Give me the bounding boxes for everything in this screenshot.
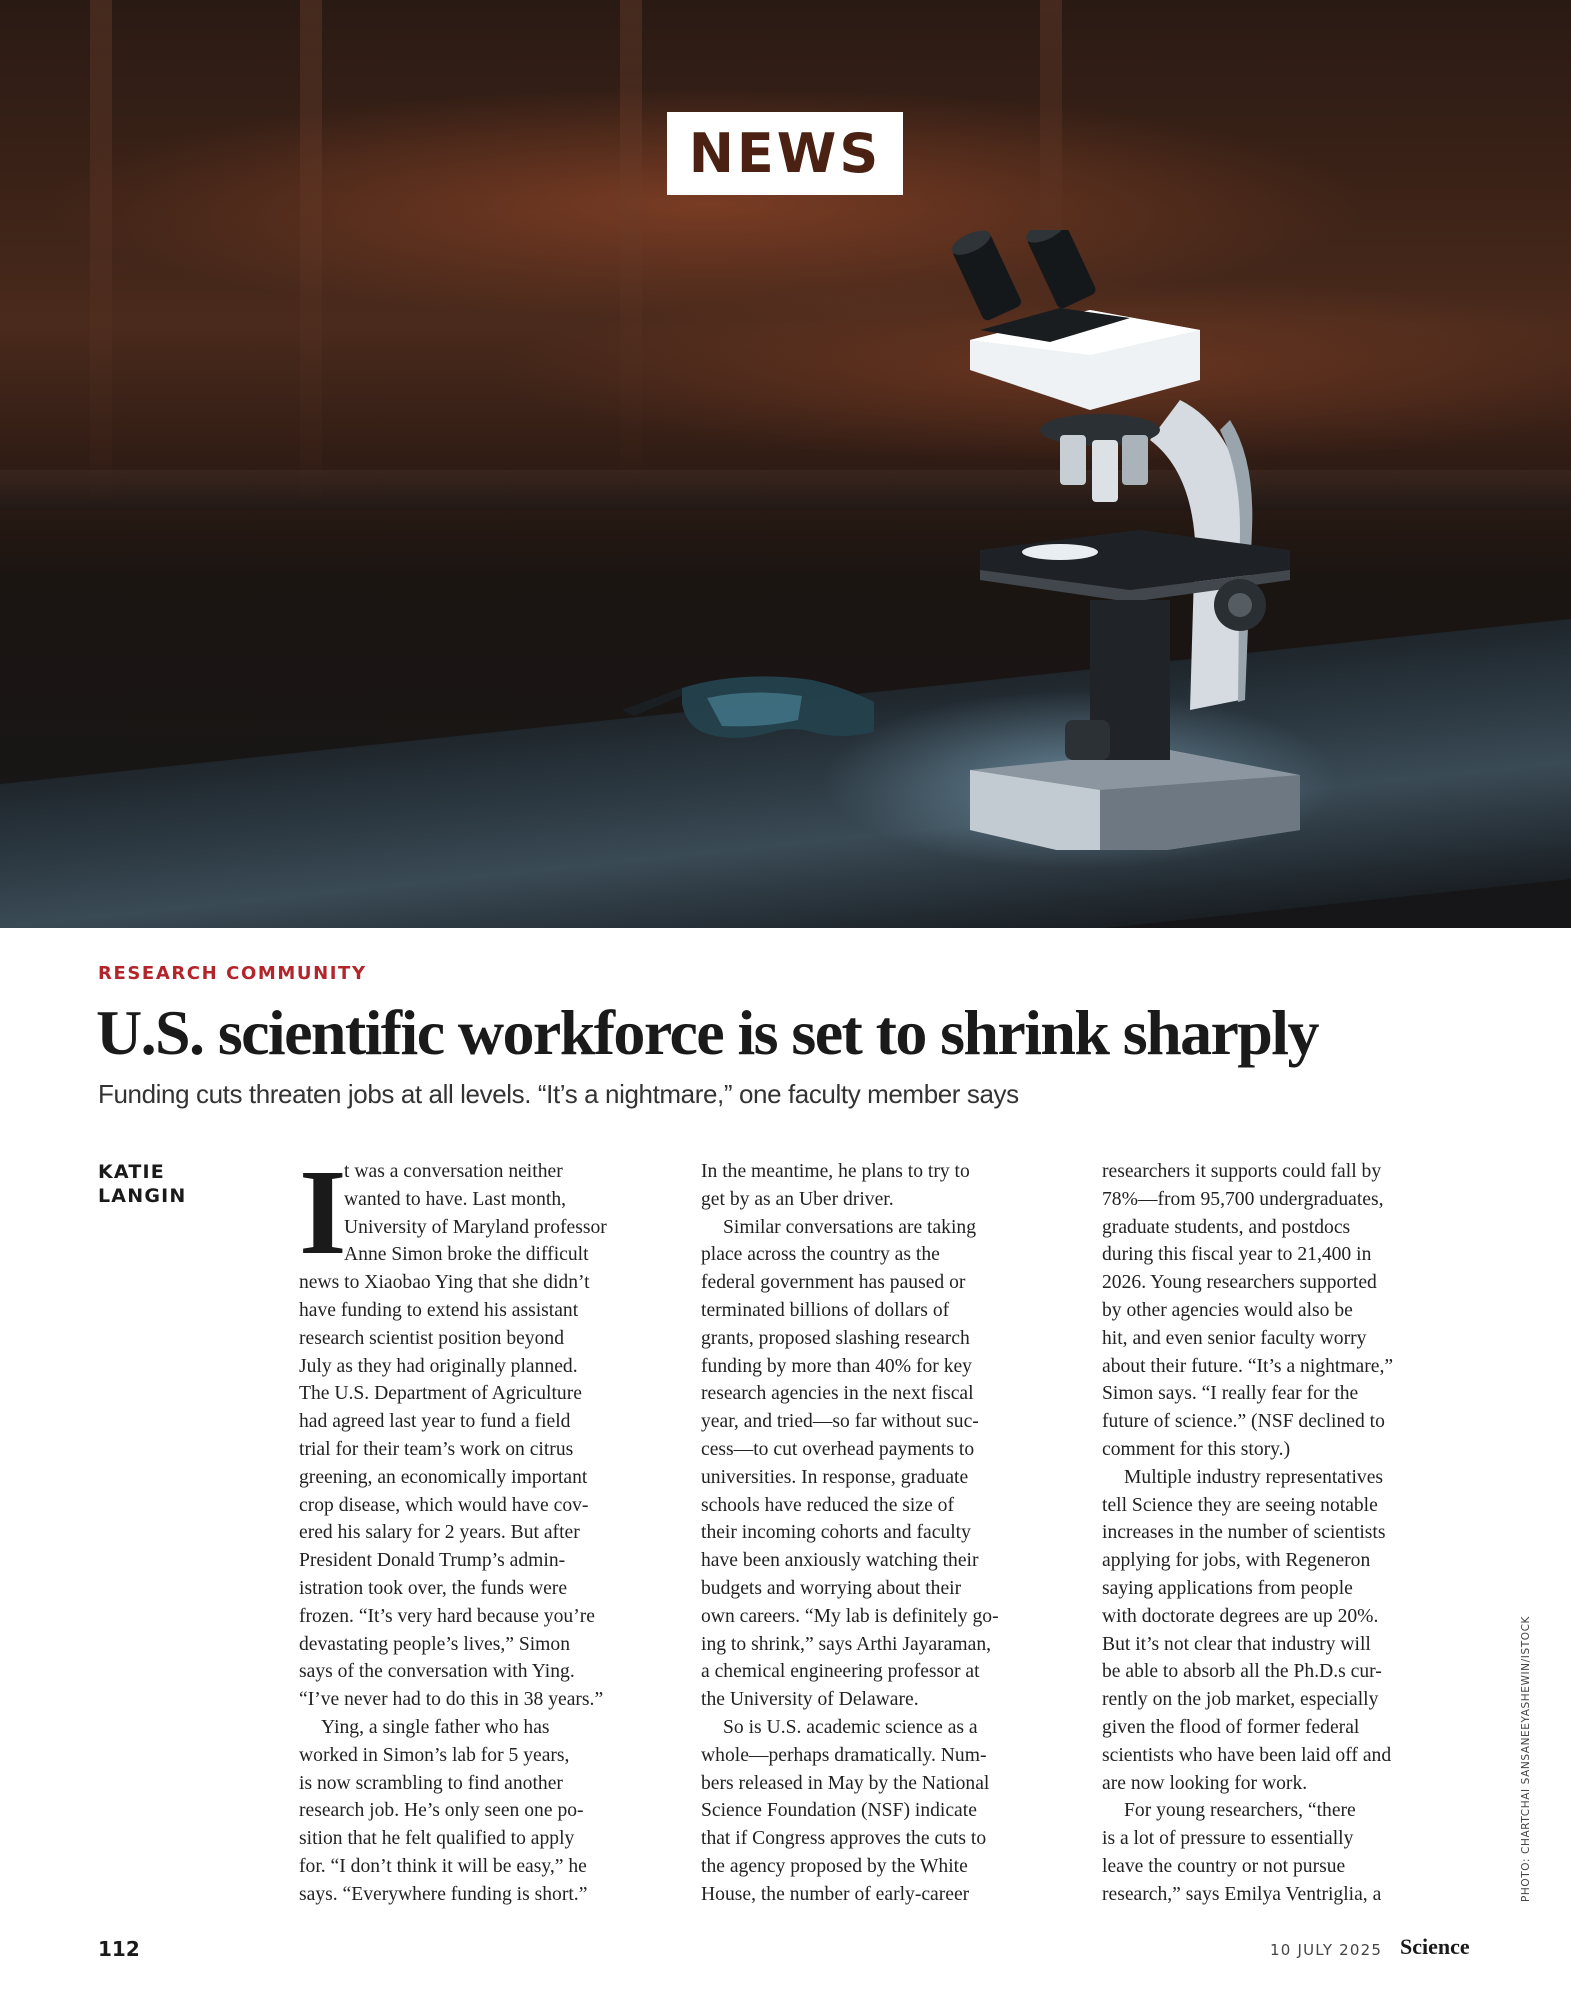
body-line: University of Maryland professor (344, 1216, 607, 1238)
article-column-1 (299, 1145, 674, 1909)
body-line: graduate students, and postdocs (1102, 1216, 1351, 1238)
body-line: the agency proposed by the White (701, 1855, 968, 1877)
body-line: devastating people’s lives,” Simon (299, 1633, 571, 1655)
body-line: The U.S. Department of Agriculture (299, 1383, 582, 1405)
body-line: terminated billions of dollars of (701, 1299, 950, 1321)
body-line: worked in Simon’s lab for 5 years, (299, 1744, 570, 1766)
body-line: get by as an Uber driver. (701, 1188, 894, 1210)
body-line: President Donald Trump’s admin- (299, 1550, 566, 1572)
body-line: schools have reduced the size of (701, 1494, 954, 1516)
article-kicker: RESEARCH COMMUNITY (98, 963, 367, 984)
body-line: research scientist position beyond (299, 1327, 564, 1349)
body-line: future of science.” (NSF declined to (1102, 1411, 1385, 1433)
body-line: But it’s not clear that industry will (1102, 1633, 1371, 1655)
body-line: place across the country as the (701, 1244, 940, 1266)
byline-first-name: KATIE (98, 1161, 165, 1183)
body-line: scientists who have been laid off and (1102, 1744, 1392, 1766)
body-line: Multiple industry representatives (1124, 1466, 1384, 1488)
body-line: increases in the number of scientists (1102, 1522, 1386, 1544)
issue-date: 10 JULY 2025 (1270, 1941, 1383, 1959)
body-line: For young researchers, “there (1124, 1800, 1356, 1822)
news-section-badge: NEWS (667, 112, 903, 195)
body-line: that if Congress approves the cuts to (701, 1828, 987, 1850)
drop-cap: I (299, 1145, 347, 1280)
body-line: federal government has paused or (701, 1272, 966, 1294)
body-line: says of the conversation with Ying. (299, 1661, 575, 1683)
window-frame-bar (620, 0, 642, 470)
body-line: t was a conversation neither (344, 1161, 563, 1182)
body-line: So is U.S. academic science as a (723, 1716, 978, 1738)
article-headline: U.S. scientific workforce is set to shrink sharply (96, 997, 1318, 1068)
body-line: comment for this story.) (1102, 1438, 1291, 1460)
body-line: a chemical engineering professor at (701, 1661, 980, 1683)
body-line: for. “I don’t think it will be easy,” he (299, 1855, 587, 1877)
body-line: tell Science they are seeing notable (1102, 1494, 1378, 1516)
body-line: July as they had originally planned. (299, 1355, 578, 1377)
body-line: 2026. Young researchers supported (1102, 1272, 1377, 1294)
body-line: budgets and worrying about their (701, 1577, 962, 1599)
body-line: by other agencies would also be (1102, 1299, 1353, 1321)
body-line: says. “Everywhere funding is short.” (299, 1883, 588, 1905)
body-line: ing to shrink,” says Arthi Jayaraman, (701, 1633, 992, 1655)
body-line: have funding to extend his assistant (299, 1299, 579, 1321)
body-line: sition that he felt qualified to apply (299, 1828, 575, 1850)
body-line: Similar conversations are taking (723, 1216, 977, 1238)
body-line: research agencies in the next fiscal (701, 1383, 974, 1405)
window-sill (0, 470, 1571, 510)
body-line: had agreed last year to fund a field (299, 1411, 571, 1433)
photo-credit: PHOTO: CHARTCHAI SANSANEEYASHEWIN/ISTOCK (1520, 1615, 1532, 1902)
body-line: Anne Simon broke the difficult (344, 1244, 589, 1266)
body-line: 78%—from 95,700 undergraduates, (1102, 1188, 1384, 1210)
body-line: applying for jobs, with Regeneron (1102, 1550, 1371, 1572)
safety-goggles-icon (612, 640, 892, 760)
body-line: “I’ve never had to do this in 38 years.” (299, 1689, 604, 1711)
body-line: House, the number of early-career (701, 1883, 970, 1905)
microscope-icon (940, 230, 1320, 850)
body-line: Science Foundation (NSF) indicate (701, 1800, 977, 1822)
body-line: funding by more than 40% for key (701, 1355, 972, 1377)
body-line: grants, proposed slashing research (701, 1327, 970, 1349)
body-line: In the meantime, he plans to try to (701, 1161, 970, 1182)
hero-photo (0, 0, 1571, 928)
body-line: whole—perhaps dramatically. Num- (701, 1744, 987, 1766)
body-line: own careers. “My lab is definitely go- (701, 1605, 999, 1627)
body-line: researchers it supports could fall by (1102, 1161, 1382, 1182)
body-line: leave the country or not pursue (1102, 1855, 1346, 1877)
article-column-2 (701, 1158, 1076, 1909)
body-line: year, and tried—so far without suc- (701, 1411, 979, 1433)
body-line: wanted to have. Last month, (344, 1188, 567, 1210)
body-line: istration took over, the funds were (299, 1577, 568, 1599)
body-line: is now scrambling to find another (299, 1772, 563, 1794)
body-line: crop disease, which would have cov- (299, 1494, 589, 1516)
article-deck: Funding cuts threaten jobs at all levels. “It’s a nightmare,” one faculty member says (98, 1079, 1019, 1109)
body-line: greening, an economically important (299, 1466, 588, 1488)
page-number: 112 (98, 1937, 140, 1961)
body-line: during this fiscal year to 21,400 in (1102, 1244, 1372, 1266)
window-frame-bar (300, 0, 322, 500)
body-line: about their future. “It’s a nightmare,” (1102, 1355, 1394, 1377)
body-line: have been anxiously watching their (701, 1550, 979, 1572)
byline (98, 1160, 238, 1208)
body-line: Ying, a single father who has (321, 1716, 550, 1738)
body-line: universities. In response, graduate (701, 1466, 969, 1488)
body-line: frozen. “It’s very hard because you’re (299, 1605, 595, 1627)
body-line: news to Xiaobao Ying that she didn’t (299, 1272, 590, 1294)
body-line: rently on the job market, especially (1102, 1689, 1379, 1711)
body-line: be able to absorb all the Ph.D.s cur- (1102, 1661, 1382, 1683)
article-column-3 (1102, 1158, 1477, 1909)
body-line: the University of Delaware. (701, 1689, 919, 1711)
byline-last-name: LANGIN (98, 1185, 187, 1207)
body-line: research job. He’s only seen one po- (299, 1800, 584, 1822)
body-line: is a lot of pressure to essentially (1102, 1828, 1354, 1850)
body-line: given the flood of former federal (1102, 1716, 1360, 1738)
body-line: bers released in May by the National (701, 1772, 990, 1794)
body-line: ered his salary for 2 years. But after (299, 1522, 580, 1544)
body-line: Simon says. “I really fear for the (1102, 1383, 1359, 1405)
body-line: hit, and even senior faculty worry (1102, 1327, 1367, 1349)
journal-name: Science (1400, 1934, 1470, 1959)
body-line: cess—to cut overhead payments to (701, 1438, 975, 1460)
body-line: with doctorate degrees are up 20%. (1102, 1605, 1379, 1627)
body-line: their incoming cohorts and faculty (701, 1522, 971, 1544)
body-line: saying applications from people (1102, 1577, 1353, 1599)
body-line: research,” says Emilya Ventriglia, a (1102, 1883, 1382, 1905)
body-line: are now looking for work. (1102, 1772, 1308, 1794)
window-frame-bar (90, 0, 112, 500)
body-line: trial for their team’s work on citrus (299, 1438, 574, 1460)
